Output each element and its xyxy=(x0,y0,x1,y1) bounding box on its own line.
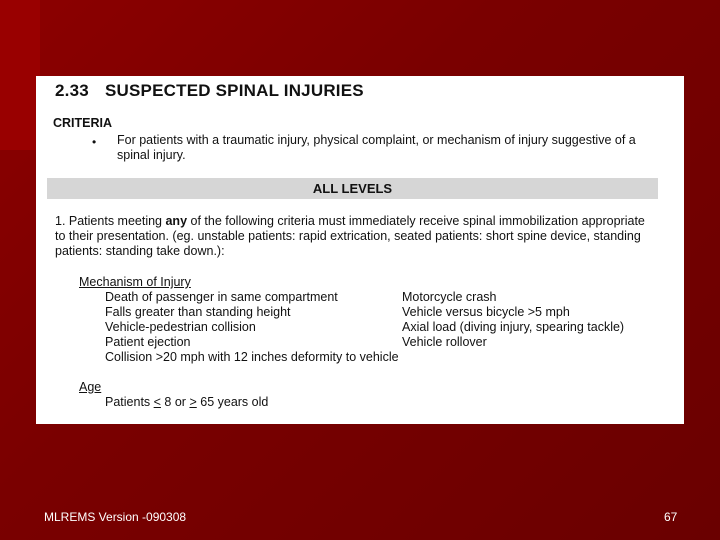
mechanism-item: Axial load (diving injury, spearing tackle) xyxy=(402,320,625,334)
mechanism-item: Collision >20 mph with 12 inches deformity to vehicle xyxy=(105,350,399,364)
mechanism-item: Falls greater than standing height xyxy=(105,305,291,319)
para-bold: any xyxy=(165,214,188,228)
age-lt: < xyxy=(153,395,161,409)
bullet-icon: • xyxy=(92,135,97,149)
criteria-paragraph xyxy=(55,214,655,259)
footer-version: MLREMS Version -090308 xyxy=(44,510,187,524)
age-post: 65 years old xyxy=(196,395,269,409)
mechanism-item: Vehicle-pedestrian collision xyxy=(105,320,256,334)
criteria-heading: CRITERIA xyxy=(53,116,113,130)
all-levels-label: ALL LEVELS xyxy=(312,181,393,196)
section-title-text: SUSPECTED SPINAL INJURIES xyxy=(105,81,364,100)
mechanism-item: Patient ejection xyxy=(105,335,191,349)
protocol-document xyxy=(36,76,684,424)
mechanism-item: Death of passenger in same compartment xyxy=(105,290,338,304)
section-number: 2.33 xyxy=(55,81,89,100)
page-number: 67 xyxy=(664,510,678,524)
mechanism-heading: Mechanism of Injury xyxy=(79,275,191,289)
mechanism-item: Motorcycle crash xyxy=(402,290,497,304)
para-post: of the following criteria must immediately receive spinal immobilization appropriate to their presentation. (eg. unstable patients: rapid extrication, seated patients: short spine device, standing patients: standing take down.): xyxy=(55,214,645,258)
mechanism-item: Vehicle rollover xyxy=(402,335,487,349)
section-title xyxy=(55,81,364,101)
mechanism-item: Vehicle versus bicycle >5 mph xyxy=(402,305,570,319)
para-pre: 1. Patients meeting xyxy=(55,214,166,228)
age-heading: Age xyxy=(79,380,102,394)
age-gt: > xyxy=(189,395,197,409)
age-pre: Patients xyxy=(105,395,154,409)
age-criterion xyxy=(105,395,268,409)
background-accent xyxy=(0,0,40,150)
all-levels-bar xyxy=(47,178,658,199)
criteria-text: For patients with a traumatic injury, physical complaint, or mechanism of injury suggestive of a spinal injury. xyxy=(117,133,636,162)
age-mid: 8 or xyxy=(160,395,190,409)
